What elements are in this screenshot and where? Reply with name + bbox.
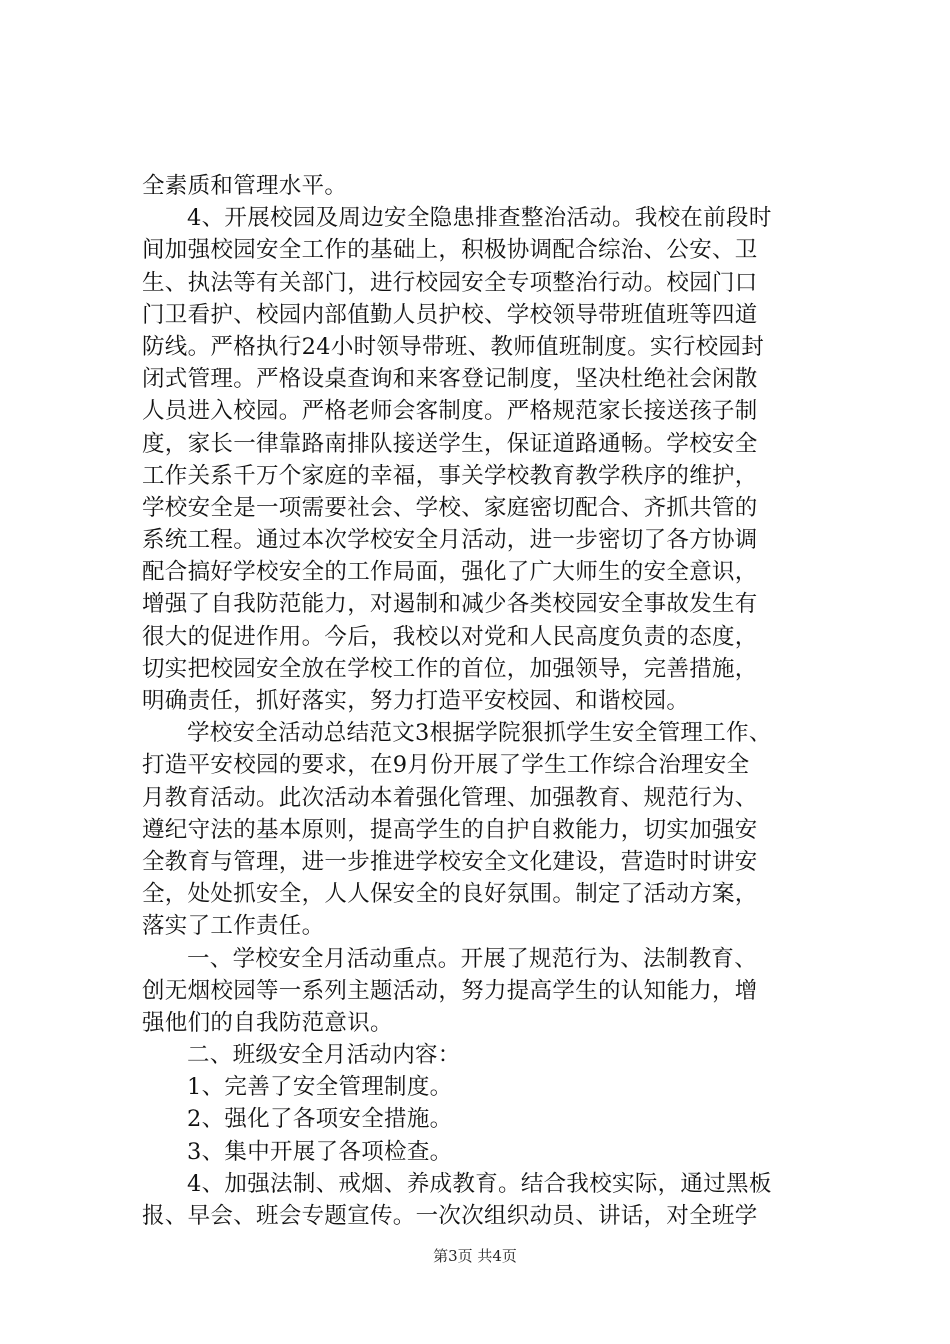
text-line: 学校安全是一项需要社会、学校、家庭密切配合、齐抓共管的	[142, 494, 758, 521]
text-line: 学校安全活动总结范文3根据学院狠抓学生安全管理工作、	[187, 720, 772, 747]
text-line: 增强了自我防范能力，对遏制和减少各类校园安全事故发生有	[142, 591, 758, 618]
text-line: 3、集中开展了各项检查。	[187, 1138, 453, 1165]
text-line: 全，处处抓安全，人人保安全的良好氛围。制定了活动方案，	[142, 881, 758, 908]
text-line: 月教育活动。此次活动本着强化管理、加强教育、规范行为、	[142, 784, 758, 811]
text-line: 工作关系千万个家庭的幸福，事关学校教育教学秩序的维护，	[142, 462, 758, 489]
text-line: 度，家长一律靠路南排队接送学生，保证道路通畅。学校安全	[142, 430, 758, 457]
text-line: 1、完善了安全管理制度。	[187, 1074, 453, 1101]
text-line: 一、学校安全月活动重点。开展了规范行为、法制教育、	[187, 945, 758, 972]
text-line: 人员进入校园。严格老师会客制度。严格规范家长接送孩子制	[142, 398, 758, 425]
text-line: 间加强校园安全工作的基础上，积极协调配合综治、公安、卫	[142, 237, 758, 264]
text-line: 二、班级安全月活动内容：	[187, 1042, 461, 1069]
text-line: 明确责任，抓好落实，努力打造平安校园、和谐校园。	[142, 688, 690, 714]
text-line: 强他们的自我防范意识。	[142, 1009, 393, 1036]
text-line: 全教育与管理，进一步推进学校安全文化建设，营造时时讲安	[142, 848, 758, 875]
page-number-label: 第3页 共4页	[433, 1247, 517, 1265]
text-line: 闭式管理。严格设桌查询和来客登记制度，坚决杜绝社会闲散	[142, 366, 758, 393]
text-line: 报、早会、班会专题宣传。一次次组织动员、讲话，对全班学	[142, 1203, 758, 1229]
page-footer	[0, 1246, 950, 1266]
text-line: 落实了工作责任。	[142, 913, 325, 940]
text-line: 系统工程。通过本次学校安全月活动，进一步密切了各方协调	[142, 527, 758, 554]
text-line: 全素质和管理水平。	[142, 173, 348, 199]
text-line: 生、执法等有关部门，进行校园安全专项整治行动。校园门口	[142, 269, 758, 296]
text-line: 打造平安校园的要求，在9月份开展了学生工作综合治理安全	[142, 752, 750, 779]
text-line: 4、加强法制、戒烟、养成教育。结合我校实际，通过黑板	[187, 1170, 772, 1197]
text-line: 防线。严格执行24小时领导带班、教师值班制度。实行校园封	[142, 333, 765, 360]
text-line: 遵纪守法的基本原则，提高学生的自护自救能力，切实加强安	[142, 816, 758, 843]
text-line: 切实把校园安全放在学校工作的首位，加强领导，完善措施，	[142, 655, 758, 682]
text-line: 门卫看护、校园内部值勤人员护校、学校领导带班值班等四道	[142, 301, 758, 328]
text-line: 创无烟校园等一系列主题活动，努力提高学生的认知能力，增	[142, 977, 758, 1004]
text-line: 配合搞好学校安全的工作局面，强化了广大师生的安全意识，	[142, 559, 758, 586]
text-line: 很大的促进作用。今后，我校以对党和人民高度负责的态度，	[142, 623, 758, 650]
text-line: 4、开展校园及周边安全隐患排查整治活动。我校在前段时	[187, 205, 772, 232]
text-line: 2、强化了各项安全措施。	[187, 1106, 453, 1133]
document-body	[142, 170, 832, 1232]
